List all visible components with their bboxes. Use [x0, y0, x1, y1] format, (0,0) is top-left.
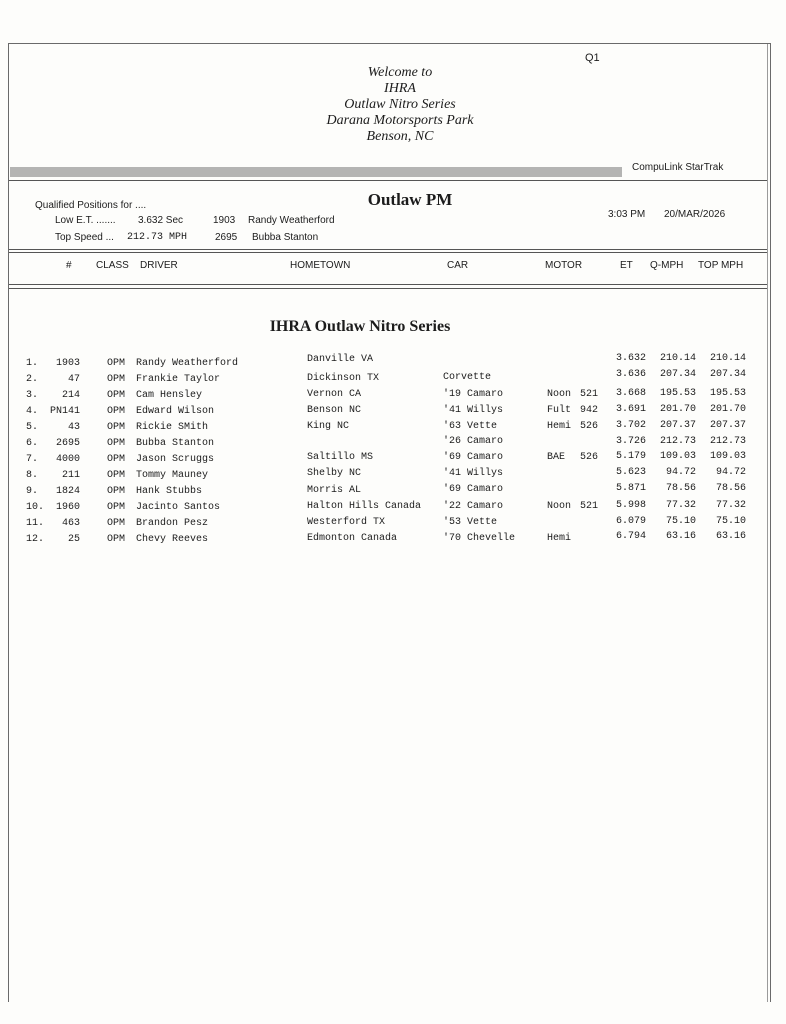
- row-driver: Tommy Mauney: [136, 470, 209, 481]
- row-driver: Jason Scruggs: [136, 454, 215, 465]
- welcome-line: Outlaw Nitro Series: [344, 97, 456, 112]
- table-row: [0, 531, 786, 550]
- welcome-line: IHRA: [384, 81, 416, 96]
- welcome-line: Darana Motorsports Park: [326, 113, 474, 128]
- row-car: '63 Vette: [443, 421, 498, 432]
- row-car: '69 Camaro: [443, 452, 504, 463]
- row-top-mph: 77.32: [715, 500, 746, 511]
- row-car: '19 Camaro: [443, 389, 504, 400]
- row-et: 5.623: [615, 467, 646, 478]
- row-q-mph: 207.37: [659, 420, 696, 431]
- row-car: '69 Camaro: [443, 484, 504, 495]
- row-class: OPM: [107, 358, 126, 369]
- row-class: OPM: [107, 518, 126, 529]
- row-et: 3.702: [615, 420, 646, 431]
- row-position: 12.: [26, 534, 45, 545]
- row-top-mph: 201.70: [709, 404, 746, 415]
- row-driver: Edward Wilson: [136, 406, 215, 417]
- row-class: OPM: [107, 422, 126, 433]
- row-position: 6.: [26, 438, 39, 449]
- row-driver: Rickie SMith: [136, 422, 209, 433]
- row-driver: Cam Hensley: [136, 390, 203, 401]
- welcome-line: Benson, NC: [366, 129, 434, 144]
- low-et-driver: Randy Weatherford: [248, 215, 335, 226]
- row-car: '53 Vette: [443, 517, 498, 528]
- row-car-number: 214: [61, 390, 80, 401]
- row-hometown: Benson NC: [307, 405, 362, 416]
- row-top-mph: 75.10: [715, 516, 746, 527]
- divider: [9, 249, 767, 250]
- row-motor: BAE: [547, 452, 566, 463]
- event-title: Outlaw PM: [367, 190, 453, 209]
- row-class: OPM: [107, 486, 126, 497]
- row-class: OPM: [107, 534, 126, 545]
- row-class: OPM: [107, 438, 126, 449]
- row-et: 3.668: [615, 388, 646, 399]
- row-class: OPM: [107, 374, 126, 385]
- row-car: '70 Chevelle: [443, 533, 516, 544]
- low-et-car-number: 1903: [213, 215, 236, 226]
- row-q-mph: 77.32: [665, 500, 696, 511]
- row-car-number: 4000: [55, 454, 80, 465]
- row-position: 4.: [26, 406, 39, 417]
- row-car-number: 1903: [55, 358, 80, 369]
- compulink-label: CompuLink StarTrak: [632, 162, 724, 173]
- welcome-line: Welcome to: [367, 65, 433, 80]
- row-displacement: 526: [579, 452, 598, 463]
- row-driver: Chevy Reeves: [136, 534, 209, 545]
- row-driver: Randy Weatherford: [136, 358, 239, 369]
- row-hometown: Edmonton Canada: [307, 533, 398, 544]
- row-et: 6.079: [615, 516, 646, 527]
- row-et: 3.632: [615, 353, 646, 364]
- round-label: Q1: [585, 52, 600, 64]
- series-title: IHRA Outlaw Nitro Series: [269, 318, 451, 335]
- row-top-mph: 109.03: [709, 451, 746, 462]
- row-top-mph: 212.73: [709, 436, 746, 447]
- top-speed-value: 212.73 MPH: [127, 232, 188, 243]
- report-date: 20/MAR/2026: [664, 209, 726, 220]
- row-hometown: Halton Hills Canada: [307, 501, 422, 512]
- row-car-number: 43: [67, 422, 80, 433]
- row-hometown: Danville VA: [307, 354, 374, 365]
- row-position: 3.: [26, 390, 39, 401]
- divider: [9, 180, 767, 181]
- divider: [9, 284, 767, 285]
- row-top-mph: 207.34: [709, 369, 746, 380]
- row-car-number: 211: [61, 470, 80, 481]
- row-q-mph: 63.16: [665, 531, 696, 542]
- row-hometown: Morris AL: [307, 485, 362, 496]
- row-position: 5.: [26, 422, 39, 433]
- row-car-number: 2695: [55, 438, 80, 449]
- row-position: 8.: [26, 470, 39, 481]
- header-et: ET: [620, 260, 633, 271]
- row-car: '41 Willys: [443, 405, 504, 416]
- row-motor: Hemi: [547, 533, 572, 544]
- row-driver: Bubba Stanton: [136, 438, 215, 449]
- row-top-mph: 210.14: [709, 353, 746, 364]
- header-motor: MOTOR: [545, 260, 583, 271]
- row-q-mph: 201.70: [659, 404, 696, 415]
- row-car: '26 Camaro: [443, 436, 504, 447]
- row-q-mph: 207.34: [659, 369, 696, 380]
- row-car-number: 47: [67, 374, 80, 385]
- row-q-mph: 75.10: [665, 516, 696, 527]
- row-position: 2.: [26, 374, 39, 385]
- row-class: OPM: [107, 470, 126, 481]
- row-driver: Brandon Pesz: [136, 518, 209, 529]
- row-motor: Fult: [547, 405, 572, 416]
- row-hometown: Saltillo MS: [307, 452, 374, 463]
- row-hometown: Shelby NC: [307, 468, 362, 479]
- report-time: 3:03 PM: [608, 209, 646, 220]
- row-position: 9.: [26, 486, 39, 497]
- row-top-mph: 63.16: [715, 531, 746, 542]
- row-q-mph: 94.72: [665, 467, 696, 478]
- row-et: 5.998: [615, 500, 646, 511]
- row-hometown: Westerford TX: [307, 517, 386, 528]
- row-motor: Noon: [547, 389, 572, 400]
- row-et: 3.726: [615, 436, 646, 447]
- divider: [9, 252, 767, 253]
- row-driver: Hank Stubbs: [136, 486, 203, 497]
- row-car-number: PN141: [49, 406, 80, 417]
- header-top-mph: TOP MPH: [698, 260, 744, 271]
- row-hometown: King NC: [307, 421, 350, 432]
- row-car: '22 Camaro: [443, 501, 504, 512]
- row-top-mph: 195.53: [709, 388, 746, 399]
- header-driver: DRIVER: [140, 260, 178, 271]
- row-car-number: 1824: [55, 486, 80, 497]
- row-et: 5.179: [615, 451, 646, 462]
- header-q-mph: Q-MPH: [650, 260, 684, 271]
- row-class: OPM: [107, 502, 126, 513]
- row-et: 6.794: [615, 531, 646, 542]
- header-class: CLASS: [96, 260, 129, 271]
- qualified-label: Qualified Positions for ....: [35, 200, 147, 211]
- row-car-number: 25: [67, 534, 80, 545]
- row-displacement: 521: [579, 389, 598, 400]
- row-displacement: 521: [579, 501, 598, 512]
- row-q-mph: 195.53: [659, 388, 696, 399]
- row-top-mph: 78.56: [715, 483, 746, 494]
- top-speed-car-number: 2695: [215, 232, 238, 243]
- row-top-mph: 207.37: [709, 420, 746, 431]
- row-position: 10.: [26, 502, 45, 513]
- divider: [9, 288, 767, 289]
- row-q-mph: 212.73: [659, 436, 696, 447]
- row-car: Corvette: [443, 372, 492, 383]
- row-motor: Hemi: [547, 421, 572, 432]
- row-displacement: 942: [579, 405, 598, 416]
- row-et: 3.691: [615, 404, 646, 415]
- row-q-mph: 78.56: [665, 483, 696, 494]
- row-class: OPM: [107, 406, 126, 417]
- row-car-number: 463: [61, 518, 80, 529]
- row-hometown: Dickinson TX: [307, 373, 380, 384]
- header-hometown: HOMETOWN: [290, 260, 351, 271]
- row-top-mph: 94.72: [715, 467, 746, 478]
- top-speed-driver: Bubba Stanton: [252, 232, 319, 243]
- row-position: 1.: [26, 358, 39, 369]
- row-q-mph: 210.14: [659, 353, 696, 364]
- dotted-band: [10, 167, 622, 177]
- row-motor: Noon: [547, 501, 572, 512]
- row-q-mph: 109.03: [659, 451, 696, 462]
- row-et: 5.871: [615, 483, 646, 494]
- row-driver: Jacinto Santos: [136, 502, 221, 513]
- header-number: #: [66, 260, 72, 271]
- header-car: CAR: [447, 260, 469, 271]
- top-speed-label: Top Speed ...: [55, 232, 114, 243]
- row-class: OPM: [107, 390, 126, 401]
- row-car: '41 Willys: [443, 468, 504, 479]
- row-position: 7.: [26, 454, 39, 465]
- low-et-value: 3.632 Sec: [138, 215, 184, 226]
- row-class: OPM: [107, 454, 126, 465]
- row-displacement: 526: [579, 421, 598, 432]
- row-et: 3.636: [615, 369, 646, 380]
- row-hometown: Vernon CA: [307, 389, 362, 400]
- row-driver: Frankie Taylor: [136, 374, 221, 385]
- row-position: 11.: [26, 518, 45, 529]
- row-car-number: 1960: [55, 502, 80, 513]
- welcome-header: [270, 65, 530, 145]
- low-et-label: Low E.T. .......: [55, 215, 116, 226]
